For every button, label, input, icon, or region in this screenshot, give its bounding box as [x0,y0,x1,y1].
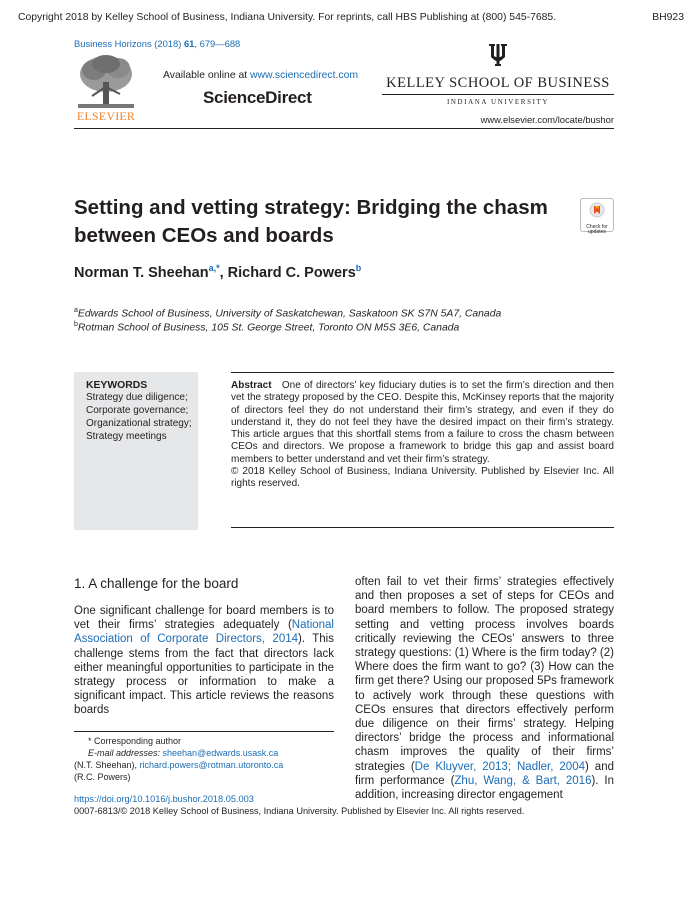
abstract-copyright: © 2018 Kelley School of Business, Indiana University. Published by Elsevier Inc. All rights reserved. [231,466,614,490]
abstract-top-rule [231,372,614,373]
author-2-affiliation[interactable]: b [355,263,362,273]
available-online: Available online at www.sciencedirect.com [163,70,359,81]
corresponding-author: * Corresponding author [88,736,182,746]
keyword-item: Strategy meetings [86,431,167,442]
abstract [231,380,614,491]
email-link-2[interactable]: richard.powers@rotman.utoronto.ca [139,760,284,770]
email-owner-2: (R.C. Powers) [74,772,131,782]
elsevier-tree-icon [74,52,138,110]
email-line-2: (N.T. Sheehan), richard.powers@rotman.utoronto.ca [74,760,284,770]
footnote [74,735,334,783]
keyword-item: Strategy due diligence; [86,392,188,403]
abstract-label: Abstract [231,380,272,391]
header-divider [74,128,614,129]
email-line: E-mail addresses: sheehan@edwards.usask.ca [88,748,279,758]
footnote-rule [74,731,334,732]
affiliation-b: $^b$Rotman School of Business, 105 St. George Street, Toronto ON M5S 3E6, Canada [74,321,460,334]
copyright-notice: Copyright 2018 by Kelley School of Business, Indiana University. For reprints, call HBS Publishing at (800) 545-7685. [18,12,557,23]
citation-link[interactable]: Zhu, Wang, & Bart, 2016 [454,774,592,787]
doi-link[interactable]: https://doi.org/10.1016/j.bushor.2018.05.003 [74,794,254,804]
abstract-text: One of directors’ key fiduciary duties is to set the firm’s direction and then vet the strategy proposed by the CEO. Despite this, McKinsey reports that the majority of directors feel they do not understand their firm’s strategy, and even if they do understand it, they do not feel they have the desired impact on their firm’s strategy. This article argues that this shortfall stems from a failure to cross the chasm between CEOs and directors. We propose a framework to bridge this gap and assist board members to better understand and vet their firm’s strategy. [231,380,614,465]
email-link-1[interactable]: sheehan@edwards.usask.ca [162,748,279,758]
citation-link[interactable]: De Kluyver, 2013; Nadler, 2004 [414,760,585,773]
iu-trident-icon [487,42,509,68]
author-2: , Richard C. Powers [219,264,356,281]
sciencedirect-link[interactable]: www.sciencedirect.com [250,70,359,81]
author-1-affiliation[interactable]: a,* [208,263,220,273]
section-heading: 1. A challenge for the board [74,576,239,591]
article-title: Setting and vetting strategy: Bridging the chasm between CEOs and boards [74,196,548,247]
left-column-text: One significant challenge for board members is to vet their firms’ strategies adequately (National Association of Corporate Directors, 2014). This challenge stems from the fact that directors lack either meaningful opportunities to participate in the strategy process or information to make a significant impact. This article reviews the reasons boards [74,605,334,717]
citation-link[interactable]: National Association of Corporate Directors, 2014 [74,619,334,646]
bookmark-icon [589,202,605,218]
affiliation-a: $^a$Edwards School of Business, University of Saskatchewan, Saskatoon SK S7N 5A7, Canada [74,307,502,320]
author-line [74,263,361,281]
top-copyright-line [18,12,684,23]
document-code: BH923 [652,12,684,23]
kelley-logo [382,42,614,106]
author-1: Norman T. Sheehan [74,264,209,281]
elsevier-logo [74,52,138,124]
kelley-university: INDIANA UNIVERSITY [446,98,550,106]
abstract-bottom-rule [231,527,614,528]
keywords-heading: KEYWORDS [86,380,148,391]
keyword-item: Corporate governance; [86,405,189,416]
elsevier-wordmark: ELSEVIER [76,109,136,123]
keywords-box [74,372,198,530]
issn-line: 0007-6813/© 2018 Kelley School of Business, Indiana University. Published by Elsevier Inc. All rights reserved. [74,806,525,816]
check-for-updates-label: Check for updates [586,224,608,235]
journal-website[interactable]: www.elsevier.com/locate/bushor [480,114,614,125]
journal-citation[interactable]: Business Horizons (2018) 61, 679—688 [74,38,241,49]
keyword-item: Organizational strategy; [86,418,192,429]
check-for-updates-badge[interactable] [580,198,614,235]
right-column-text: often fail to vet their firms’ strategies effectively and then proposes a set of steps for CEOs and board members to follow. The proposed strategy setting and vetting process involves boards critically reviewing the CEOs’ answers to three strategy questions: (1) Where is the firm today? (2) Where does the firm want to go? (3) How can the firm get there? Using our proposed 5Ps framework to actively work through these questions with CEOs ensures that directors effectively perform due diligence on their firms’ strategy. Helping directors’ bridge the process and informational chasm improves the quality of their firms’ strategies (De Kluyver, 2013; Nadler, 2004) and firm performance (Zhu, Wang, & Bart, 2016). In addition, increasing director engagement [355,576,615,802]
kelley-name: KELLEY SCHOOL OF BUSINESS [382,75,614,95]
sciencedirect-logo: ScienceDirect [203,88,312,107]
